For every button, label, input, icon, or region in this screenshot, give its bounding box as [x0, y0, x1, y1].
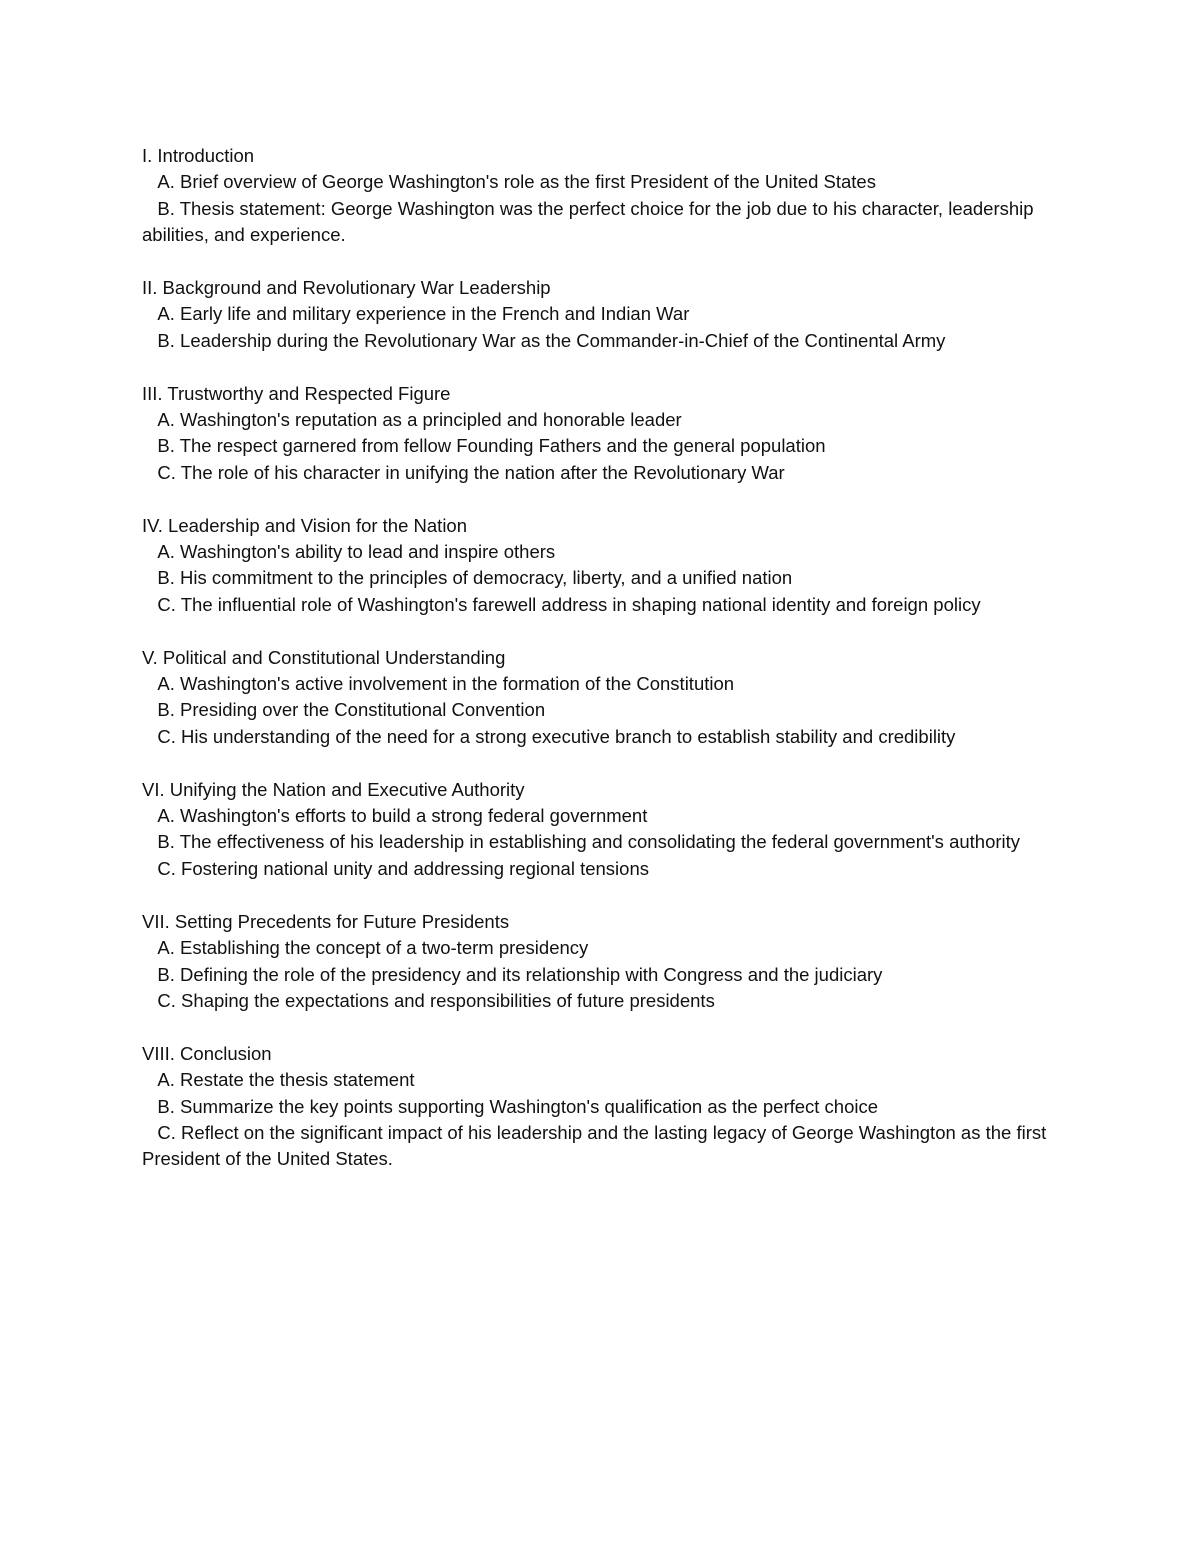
outline-item: B. The effectiveness of his leadership in establishing and consolidating the federal government's authority [142, 831, 1021, 853]
outline-item: A. Early life and military experience in the French and Indian War [142, 303, 690, 325]
outline-item: C. The role of his character in unifying the nation after the Revolutionary War [142, 461, 785, 483]
outline-item: B. His commitment to the principles of democracy, liberty, and a unified nation [142, 567, 793, 589]
section-heading: VI. Unifying the Nation and Executive Authority [142, 778, 525, 800]
section-heading: V. Political and Constitutional Understanding [142, 646, 506, 668]
outline-item: C. Fostering national unity and addressing regional tensions [142, 857, 649, 879]
section-heading: VII. Setting Precedents for Future Presidents [142, 910, 510, 932]
outline-item: B. Summarize the key points supporting Washington's qualification as the perfect choice [142, 1095, 879, 1117]
outline-item: C. Shaping the expectations and responsibilities of future presidents [142, 989, 715, 1011]
outline-item: B. Leadership during the Revolutionary War as the Commander-in-Chief of the Continental Army [142, 329, 946, 351]
outline-section-introduction [142, 143, 1052, 249]
outline-section-leadership [142, 513, 1052, 619]
outline-item: C. Reflect on the significant impact of his leadership and the lasting legacy of George Washington as the first President of the United States. [142, 1121, 1052, 1170]
outline-item: A. Washington's reputation as a principled and honorable leader [142, 409, 682, 431]
outline-item: A. Brief overview of George Washington's role as the first President of the United States [142, 171, 876, 193]
outline-item: A. Washington's ability to lead and inspire others [142, 541, 556, 563]
outline-section-political [142, 645, 1052, 751]
section-heading: VIII. Conclusion [142, 1042, 272, 1064]
section-heading: III. Trustworthy and Respected Figure [142, 382, 451, 404]
outline-item: A. Washington's active involvement in the formation of the Constitution [142, 673, 735, 695]
outline-section-unifying [142, 777, 1052, 883]
outline-item: B. Defining the role of the presidency and its relationship with Congress and the judiciary [142, 963, 883, 985]
outline-item: A. Establishing the concept of a two-term presidency [142, 937, 589, 959]
outline-section-conclusion [142, 1041, 1052, 1173]
essay-outline [142, 143, 1052, 1199]
outline-item: B. Presiding over the Constitutional Convention [142, 699, 546, 721]
outline-section-trustworthy [142, 381, 1052, 487]
section-heading: IV. Leadership and Vision for the Nation [142, 514, 468, 536]
section-heading: I. Introduction [142, 145, 255, 166]
outline-item: A. Restate the thesis statement [142, 1069, 415, 1091]
outline-item: B. Thesis statement: George Washington was the perfect choice for the job due to his character, leadership abilities, and experience. [142, 197, 1039, 246]
outline-section-precedents [142, 909, 1052, 1015]
outline-item: A. Washington's efforts to build a strong federal government [142, 805, 648, 827]
outline-item: B. The respect garnered from fellow Founding Fathers and the general population [142, 435, 826, 457]
outline-item: C. His understanding of the need for a strong executive branch to establish stability and credibility [142, 725, 956, 747]
outline-section-background [142, 275, 1052, 354]
outline-item: C. The influential role of Washington's farewell address in shaping national identity and foreign policy [142, 593, 981, 615]
section-heading: II. Background and Revolutionary War Leadership [142, 277, 551, 299]
